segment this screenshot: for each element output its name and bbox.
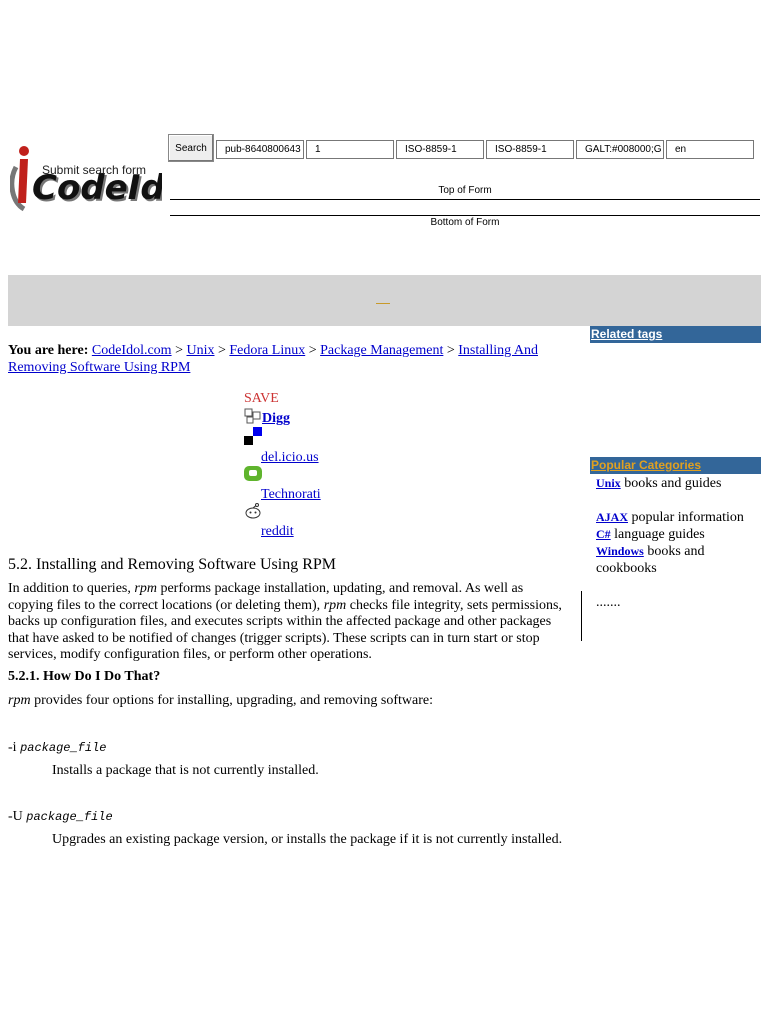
- delicious-link[interactable]: del.icio.us: [261, 450, 319, 465]
- intro-command: rpm: [323, 597, 347, 613]
- search-button-label: Search: [175, 142, 207, 154]
- intro-text: In addition to queries,: [8, 581, 135, 596]
- option-arg: package_file: [26, 810, 113, 824]
- related-tags-label: Related tags: [591, 327, 663, 341]
- option-description: Upgrades an existing package version, or installs the package if it is not currently installed.: [52, 832, 563, 847]
- breadcrumb-home-link[interactable]: CodeIdol.com: [91, 343, 172, 358]
- category-unix-link[interactable]: Unix: [596, 476, 621, 490]
- digg-icon: [244, 408, 262, 424]
- category-item: [596, 543, 764, 577]
- banner-dash: [376, 303, 390, 304]
- options-intro-text: provides four options for installing, upgrading, and removing software:: [30, 693, 433, 708]
- column-divider: [581, 591, 582, 641]
- article-intro: [8, 581, 564, 664]
- section-subheading: 5.2.1. How Do I Do That?: [8, 669, 161, 684]
- option-description: Installs a package that is not currently installed.: [52, 763, 319, 778]
- options-intro-command: rpm: [8, 693, 31, 708]
- option-arg: package_file: [20, 741, 107, 755]
- breadcrumb-separator: >: [308, 343, 317, 358]
- breadcrumb-separator: >: [446, 343, 455, 358]
- save-label: SAVE: [244, 391, 279, 406]
- share-technorati[interactable]: [244, 466, 364, 503]
- category-spacer: [596, 492, 764, 509]
- delicious-icon: [244, 427, 262, 445]
- option-flag: -i: [8, 740, 21, 755]
- category-csharp-link[interactable]: C#: [596, 527, 611, 541]
- breadcrumb-package-management-link[interactable]: Package Management: [320, 343, 444, 358]
- top-of-form-rule: [170, 199, 760, 200]
- technorati-link[interactable]: Technorati: [261, 487, 321, 502]
- hidden-field-cof[interactable]: GALT:#008000;G: [576, 140, 664, 159]
- category-description: popular information: [628, 510, 744, 525]
- hidden-field-ie[interactable]: ISO-8859-1: [396, 140, 484, 159]
- breadcrumb-separator: >: [175, 343, 183, 358]
- category-description: books and guides: [620, 476, 722, 491]
- reddit-link[interactable]: reddit: [261, 524, 294, 539]
- breadcrumb-unix-link[interactable]: Unix: [186, 343, 215, 358]
- category-ajax-link[interactable]: AJAX: [596, 510, 628, 524]
- intro-text: checks file integrity, sets permissions, backs up configuration files, and executes scripts within the affected package and other packages that have asked to be notified of changes (trigger scripts). These scripts can in turn start or stop services, modify configuration files, or perform other operations.: [8, 597, 562, 663]
- category-item: [596, 475, 764, 492]
- intro-text: performs package installation, updating, and removal. As well as copying files to the correct locations (or deleting them),: [8, 581, 524, 613]
- option-term: [8, 809, 113, 825]
- options-intro: [8, 693, 433, 709]
- bottom-of-form-label: Bottom of Form: [430, 217, 500, 228]
- breadcrumb-current-link[interactable]: Installing And Removing Software Using RPM: [8, 343, 538, 375]
- category-description: books and cookbooks: [596, 544, 705, 576]
- share-block: [244, 391, 364, 540]
- option-flag: -U: [8, 809, 27, 824]
- hidden-field-oe[interactable]: ISO-8859-1: [486, 140, 574, 159]
- breadcrumb-separator: >: [217, 343, 226, 358]
- logo-text: CodeId: [32, 168, 162, 208]
- reddit-icon: [244, 503, 262, 519]
- breadcrumb-lead: You are here:: [8, 343, 89, 358]
- bottom-of-form-rule: [170, 215, 760, 216]
- ad-banner: [8, 275, 761, 326]
- category-item: [596, 526, 764, 543]
- hidden-field-client[interactable]: pub-8640800643: [216, 140, 304, 159]
- category-item: [596, 509, 764, 526]
- option-term: [8, 740, 106, 756]
- submit-search-form-label: Submit search form: [42, 163, 147, 177]
- share-reddit[interactable]: [244, 503, 364, 540]
- breadcrumb-fedora-link[interactable]: Fedora Linux: [229, 343, 306, 358]
- popular-categories-header[interactable]: [590, 457, 761, 474]
- related-tags-header[interactable]: [590, 326, 761, 343]
- share-digg[interactable]: [244, 408, 364, 427]
- article-title: 5.2. Installing and Removing Software Using RPM: [8, 556, 336, 573]
- logo-shadow: CodeI: [34, 170, 143, 210]
- codeidol-logo[interactable]: [10, 137, 162, 213]
- intro-command: rpm: [134, 581, 157, 596]
- popular-categories-label: Popular Categories: [591, 458, 702, 472]
- hidden-field-hl[interactable]: en: [666, 140, 754, 159]
- sidebar-more: .......: [596, 595, 621, 610]
- share-delicious[interactable]: [244, 427, 364, 466]
- digg-link[interactable]: Digg: [262, 411, 290, 426]
- popular-categories-list: [596, 475, 764, 611]
- technorati-icon: [244, 466, 262, 482]
- breadcrumb: [8, 342, 568, 376]
- search-button[interactable]: [168, 134, 214, 162]
- top-of-form-label: Top of Form: [438, 185, 492, 196]
- category-description: language guides: [610, 527, 705, 542]
- hidden-field-forid[interactable]: 1: [306, 140, 394, 159]
- category-windows-link[interactable]: Windows: [596, 544, 644, 558]
